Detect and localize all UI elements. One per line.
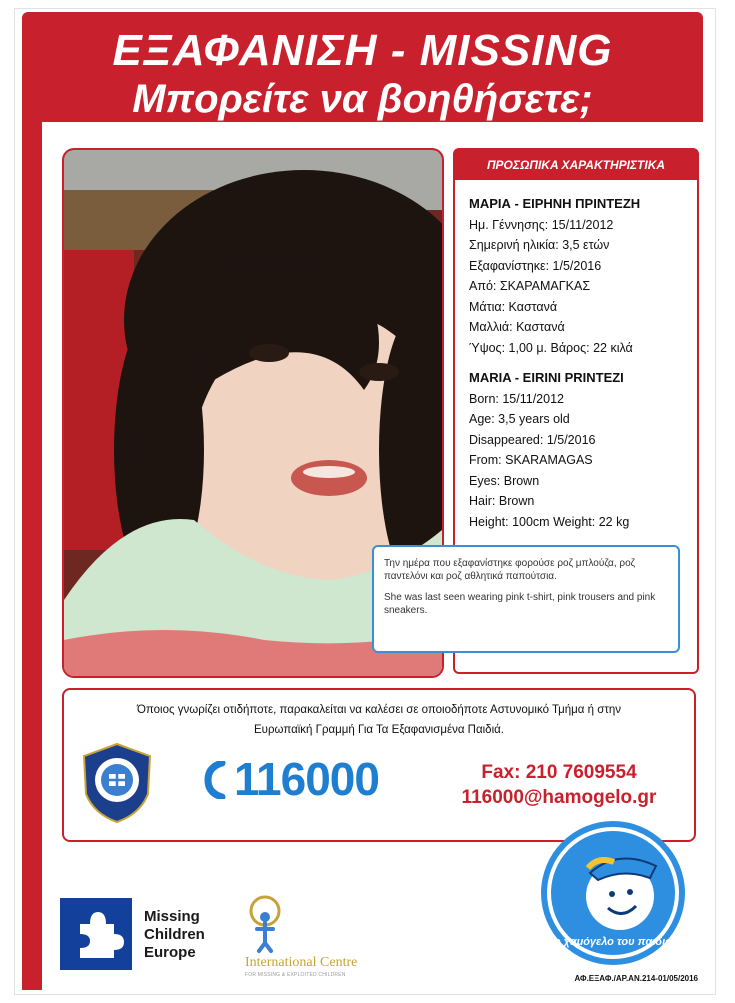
height-weight-greek: Ύψος: 1,00 μ. Βάρος: 22 κιλά bbox=[469, 340, 633, 355]
hellenic-police-logo bbox=[80, 742, 154, 824]
age-english: Age: 3,5 years old bbox=[469, 412, 570, 426]
name-greek: ΜΑΡΙΑ - ΕΙΡΗΝΗ ΠΡΙΝΤΕΖΗ bbox=[469, 196, 641, 211]
name-english: MARIA - EIRINI PRINTEZI bbox=[469, 370, 624, 385]
height-weight-english: Height: 100cm Weight: 22 kg bbox=[469, 514, 630, 529]
mce-line3: Europe bbox=[144, 944, 196, 961]
age-greek: Σημερινή ηλικία: 3,5 ετών bbox=[469, 238, 610, 252]
born-english: Born: 15/11/2012 bbox=[469, 391, 564, 406]
hamogelo-wordmark: Το χαμόγελο του παιδιού bbox=[547, 936, 679, 948]
police-badge-icon bbox=[80, 742, 154, 824]
icmec-name: International Centre bbox=[245, 955, 358, 970]
contact-instructions-line2: Ευρωπαϊκή Γραμμή Για Τα Εξαφανισμένα Παιδιά. bbox=[254, 724, 504, 736]
details-list bbox=[469, 194, 691, 532]
mce-line1: Missing bbox=[144, 908, 200, 925]
from-greek: Από: ΣΚΑΡΑΜΑΓΚΑΣ bbox=[469, 279, 591, 293]
reference-number: ΑΦ.ΕΞΑΦ./ΑΡ.ΑΝ.214-01/05/2016 bbox=[574, 974, 698, 983]
globe-child-icon bbox=[245, 893, 285, 953]
hotline-number-text: 116000 bbox=[234, 753, 379, 805]
poster-subtitle: Μπορείτε να βοηθήσετε; bbox=[132, 77, 593, 121]
disappeared-english: Disappeared: 1/5/2016 bbox=[469, 432, 596, 447]
eyes-english: Eyes: Brown bbox=[469, 473, 540, 488]
hair-greek: Μαλλιά: Καστανά bbox=[469, 320, 565, 334]
disappeared-greek: Εξαφανίστηκε: 1/5/2016 bbox=[469, 258, 602, 273]
birth-date-greek: Ημ. Γέννησης: 15/11/2012 bbox=[469, 217, 614, 232]
poster-title: ΕΞΑΦΑΝΙΣΗ - MISSING bbox=[112, 26, 613, 75]
phone-icon bbox=[204, 756, 228, 810]
clothing-note bbox=[372, 545, 680, 653]
email-address[interactable]: 116000@hamogelo.gr bbox=[461, 787, 657, 808]
contact-instructions-line1: Όποιος γνωρίζει οτιδήποτε, παρακαλείται να καλέσει σε οποιοδήποτε Αστυνομικό Τμήμα ή στην bbox=[136, 704, 622, 716]
contact-instructions bbox=[64, 700, 694, 740]
personal-details-heading: ΠΡΟΣΩΠΙΚΑ ΧΑΡΑΚΤΗΡΙΣΤΙΚΑ bbox=[455, 150, 697, 180]
from-english: From: SKARAMAGAS bbox=[469, 453, 593, 467]
hotline-number[interactable] bbox=[204, 752, 379, 810]
hair-english: Hair: Brown bbox=[469, 494, 535, 508]
eyes-greek: Μάτια: Καστανά bbox=[469, 299, 558, 314]
clothing-note-english: She was last seen wearing pink t-shirt, pink trousers and pink sneakers. bbox=[384, 592, 656, 616]
left-red-bar bbox=[22, 110, 42, 990]
hamogelo-logo bbox=[528, 818, 698, 968]
fax-number: Fax: 210 7609554 bbox=[481, 762, 637, 783]
puzzle-icon bbox=[60, 898, 132, 970]
clothing-note-greek: Την ημέρα που εξαφανίστηκε φορούσε ροζ μπλούζα, ροζ παντελόνι και ροζ αθλητικά παπούτσια. bbox=[384, 558, 636, 582]
icmec-subtitle: FOR MISSING & EXPLOITED CHILDREN bbox=[245, 972, 346, 978]
mce-wordmark bbox=[144, 908, 205, 962]
fax-and-email bbox=[439, 760, 679, 810]
mce-line2: Children bbox=[144, 926, 205, 943]
icmec-logo bbox=[245, 893, 405, 983]
poster-header bbox=[22, 12, 703, 122]
